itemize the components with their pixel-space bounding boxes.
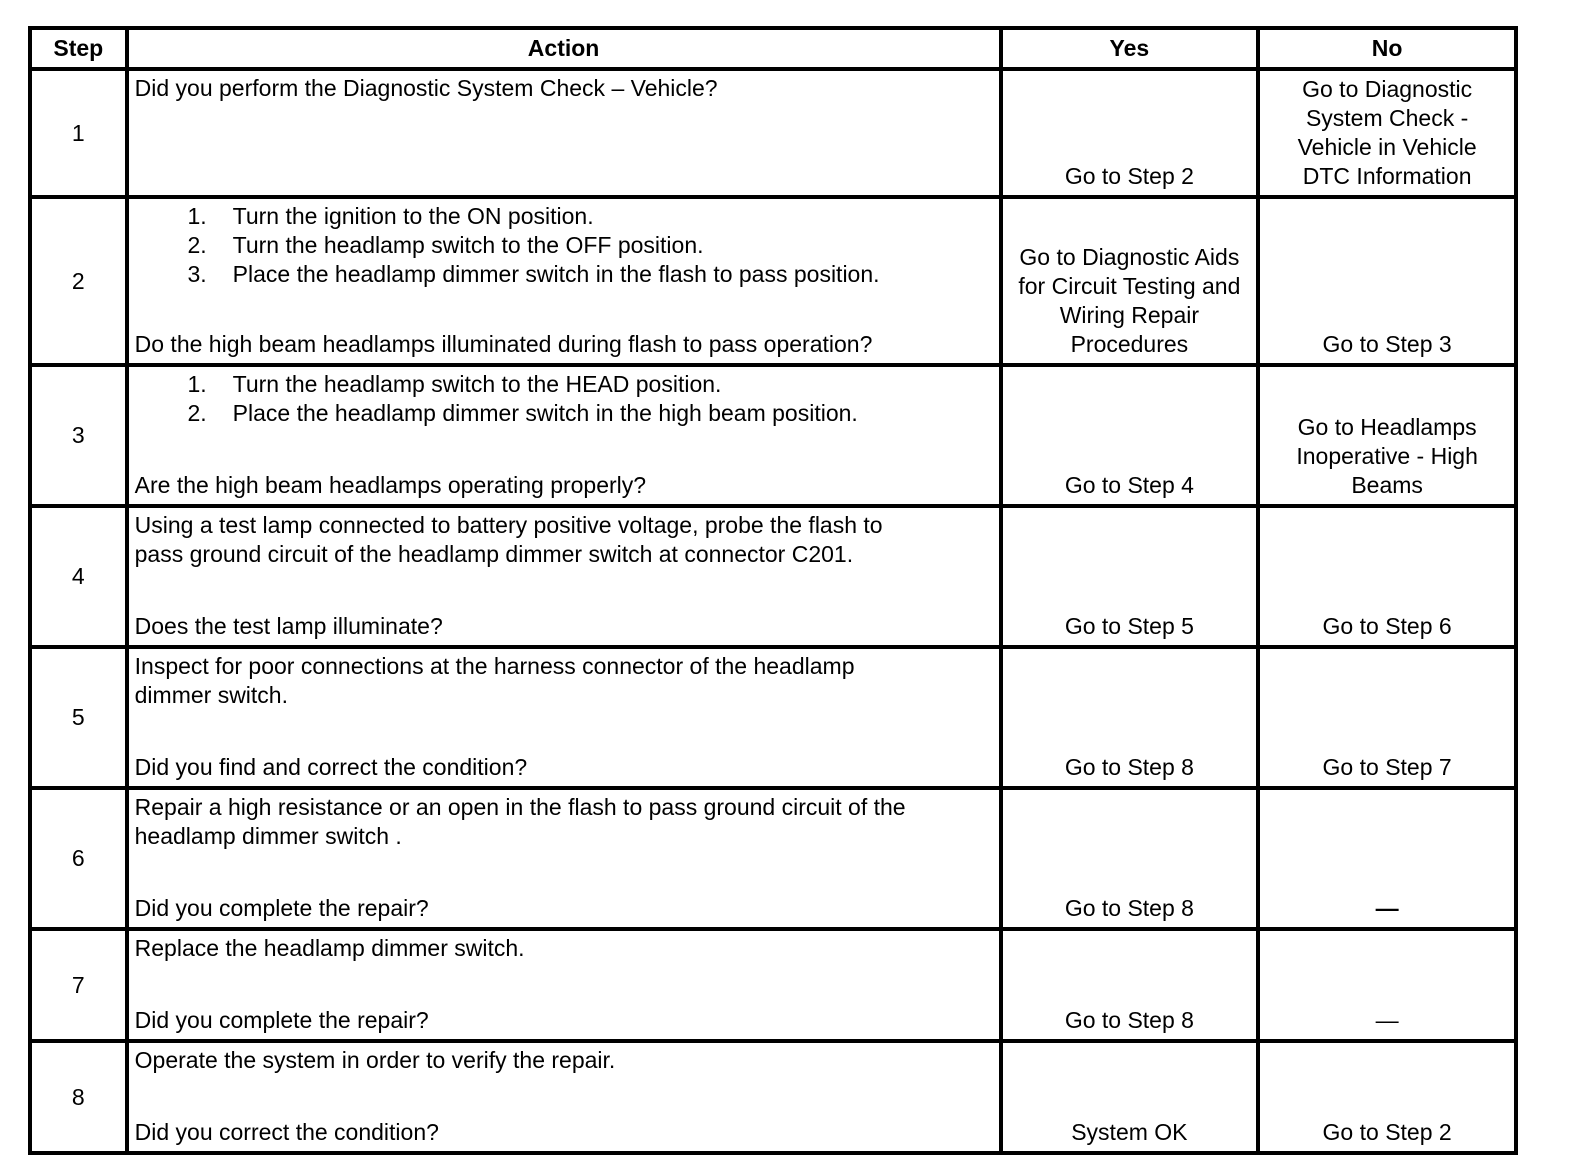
no-text-line: Beams <box>1351 472 1423 498</box>
action-question: Do the high beam headlamps illuminated during flash to pass operation? <box>134 331 873 357</box>
yes-cell: Go to Step 5 <box>1001 506 1259 647</box>
no-cell: Go to Step 6 <box>1258 506 1516 647</box>
action-cell <box>127 69 1001 197</box>
action-text: Repair a high resistance or an open in the flash to pass ground circuit of the <box>134 794 906 820</box>
action-question: Did you complete the repair? <box>134 895 429 921</box>
action-cell <box>127 647 1001 788</box>
no-cell: — <box>1258 788 1516 929</box>
yes-cell: Go to Step 8 <box>1001 788 1259 929</box>
step-number: 6 <box>30 788 127 929</box>
action-cell <box>127 197 1001 365</box>
action-question: Did you complete the repair? <box>134 1007 429 1033</box>
no-text-line: DTC Information <box>1302 163 1472 189</box>
table-row <box>30 69 1516 197</box>
action-cell <box>127 788 1001 929</box>
action-question: Does the test lamp illuminate? <box>134 613 443 639</box>
table-row <box>30 1041 1516 1153</box>
header-action: Action <box>127 28 1001 69</box>
action-cell <box>127 1041 1001 1153</box>
action-question: Did you correct the condition? <box>134 1119 439 1145</box>
action-cell <box>127 506 1001 647</box>
table-row <box>30 197 1516 365</box>
action-text: Inspect for poor connections at the harness connector of the headlamp <box>134 653 855 679</box>
header-yes: Yes <box>1001 28 1259 69</box>
yes-cell: Go to Step 4 <box>1001 365 1259 506</box>
action-text: pass ground circuit of the headlamp dimmer switch at connector C201. <box>134 541 854 567</box>
action-steps-list <box>135 370 993 428</box>
yes-text-line: Wiring Repair <box>1059 302 1200 328</box>
step-number: 1 <box>30 69 127 197</box>
yes-cell: Go to Step 8 <box>1001 647 1259 788</box>
step-number: 5 <box>30 647 127 788</box>
no-cell: Go to Step 3 <box>1258 197 1516 365</box>
no-cell: Go to Step 7 <box>1258 647 1516 788</box>
action-steps-list <box>135 202 993 289</box>
header-step: Step <box>30 28 127 69</box>
no-text-line: Go to Headlamps <box>1297 414 1477 440</box>
yes-text-line: Go to Diagnostic Aids <box>1019 244 1240 270</box>
list-item: 3. Place the headlamp dimmer switch in the flash to pass position. <box>187 261 880 287</box>
table-row <box>30 647 1516 788</box>
yes-cell: Go to Step 8 <box>1001 929 1259 1041</box>
action-text: Operate the system in order to verify the repair. <box>134 1047 616 1073</box>
diagnostic-table <box>28 26 1518 1155</box>
action-text: dimmer switch. <box>134 682 288 708</box>
action-text: Did you perform the Diagnostic System Check – Vehicle? <box>134 75 718 101</box>
table-row <box>30 365 1516 506</box>
step-number: 3 <box>30 365 127 506</box>
no-cell: — <box>1258 929 1516 1041</box>
list-item: 2. Turn the headlamp switch to the OFF position. <box>187 232 704 258</box>
yes-cell: Go to Step 2 <box>1001 69 1259 197</box>
yes-text-line: for Circuit Testing and <box>1018 273 1241 299</box>
action-question: Are the high beam headlamps operating properly? <box>134 472 647 498</box>
step-number: 2 <box>30 197 127 365</box>
diagnostic-table-container <box>28 26 1518 1155</box>
no-text-line: System Check - <box>1305 105 1469 131</box>
no-cell <box>1258 365 1516 506</box>
action-question: Did you find and correct the condition? <box>134 754 528 780</box>
yes-text-line: Procedures <box>1070 331 1189 357</box>
step-number: 4 <box>30 506 127 647</box>
no-text-line: Inoperative - High <box>1296 443 1478 469</box>
step-number: 8 <box>30 1041 127 1153</box>
table-row <box>30 788 1516 929</box>
action-cell <box>127 929 1001 1041</box>
action-text: Using a test lamp connected to battery positive voltage, probe the flash to <box>134 512 883 538</box>
list-item: 1. Turn the headlamp switch to the HEAD position. <box>187 371 722 397</box>
no-cell: Go to Step 2 <box>1258 1041 1516 1153</box>
header-row <box>30 28 1516 69</box>
list-item: 1. Turn the ignition to the ON position. <box>187 203 594 229</box>
yes-cell <box>1001 197 1259 365</box>
action-text: headlamp dimmer switch . <box>134 823 402 849</box>
table-row <box>30 506 1516 647</box>
header-no: No <box>1258 28 1516 69</box>
step-number: 7 <box>30 929 127 1041</box>
action-text: Replace the headlamp dimmer switch. <box>134 935 525 961</box>
action-cell <box>127 365 1001 506</box>
list-item: 2. Place the headlamp dimmer switch in the high beam position. <box>187 400 858 426</box>
table-row <box>30 929 1516 1041</box>
no-text-line: Go to Diagnostic <box>1302 76 1473 102</box>
yes-cell: System OK <box>1001 1041 1259 1153</box>
no-cell <box>1258 69 1516 197</box>
no-text-line: Vehicle in Vehicle <box>1297 134 1477 160</box>
